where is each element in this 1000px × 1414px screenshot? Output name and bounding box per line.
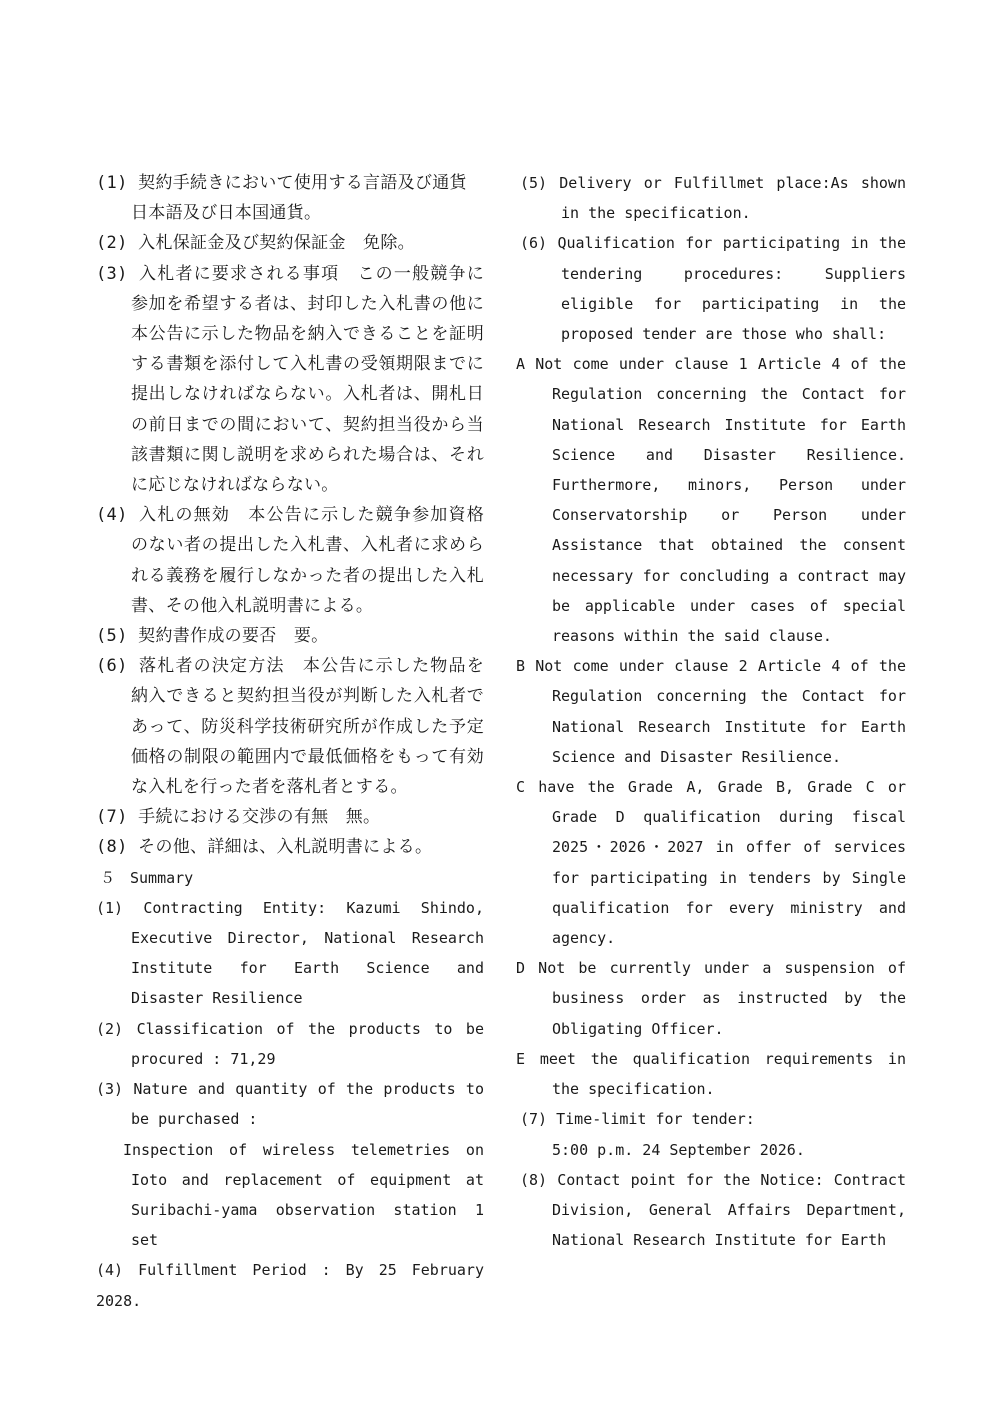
paragraph-en-4: (4) Fulfillment Period : By 25 February 2028. [96, 1261, 484, 1310]
paragraph-jp-8: (8) その他、詳細は、入札説明書による。 [96, 837, 433, 858]
paragraph-jp-1-body: 日本語及び日本国通貨。 [131, 203, 322, 224]
summary-heading: ５ Summary [100, 868, 194, 887]
paragraph-en-7-value: 5:00 p.m. 24 September 2026. [552, 1140, 805, 1159]
paragraph-en-6: (6) Qualification for participating in the tendering procedures: Suppliers eligible for participating in the proposed tender are those who shall: [520, 234, 906, 344]
right-column [516, 168, 906, 1255]
paragraph-jp-6: (6) 落札者の決定方法 本公告に示した物品を納入できると契約担当役が判断した入札者であって、防災科学技術研究所が作成した予定価格の制限の範囲内で最低価格をもって有効な入札を行った者を落札者とする。 [96, 656, 484, 798]
paragraph-en-7: (7) Time-limit for tender: [520, 1110, 755, 1129]
paragraph-en-3-item: Inspection of wireless telemetries on Ioto and replacement of equipment at Suribachi-yama observation station 1 set [123, 1140, 484, 1250]
paragraph-en-2: (2) Classification of the products to be procured : 71,29 [96, 1019, 484, 1068]
qualification-item-c: C have the Grade A, Grade B, Grade C or Grade D qualification during fiscal 2025・2026・2027 in offer of services for participating in tenders by Single qualification for every ministry and agency. [516, 778, 906, 948]
qualification-item-a: A Not come under clause 1 Article 4 of the Regulation concerning the Contact for National Research Institute for Earth Science and Disaster Resilience. Furthermore, minors, Person under Conservatorship or Person under Assistance that obtained the consent necessary for concluding a contract may be applicable under cases of special reasons within the said clause. [516, 355, 906, 646]
paragraph-jp-7: (7) 手続における交渉の有無 無。 [96, 807, 381, 828]
paragraph-en-3: (3) Nature and quantity of the products to be purchased : [96, 1080, 484, 1129]
paragraph-en-8: (8) Contact point for the Notice: Contract Division, General Affairs Department, National Research Institute for Earth [520, 1170, 906, 1250]
paragraph-jp-4: (4) 入札の無効 本公告に示した競争参加資格のない者の提出した入札書、入札者に求められる義務を履行しなかった者の提出した入札書、その他入札説明書による。 [96, 505, 484, 616]
paragraph-en-5: (5) Delivery or Fulfillmet place:As shown in the specification. [520, 174, 906, 223]
paragraph-jp-2: (2) 入札保証金及び契約保証金 免除。 [96, 233, 415, 254]
left-column [96, 168, 484, 1316]
paragraph-jp-5: (5) 契約書作成の要否 要。 [96, 626, 329, 647]
qualification-item-b: B Not come under clause 2 Article 4 of the Regulation concerning the Contact for National Research Institute for Earth Science and Disaster Resilience. [516, 657, 906, 766]
paragraph-jp-3: (3) 入札者に要求される事項 この一般競争に参加を希望する者は、封印した入札書の他に本公告に示した物品を納入できることを証明する書類を添付して入札書の受領期限までに提出しなければならない。入札者は、開札日の前日までの間において、契約担当役から当該書類に関し説明を求められた場合は、それに応じなければならない。 [96, 263, 484, 496]
qualification-item-d: D Not be currently under a suspension of business order as instructed by the Obligating Officer. [516, 959, 906, 1038]
qualification-item-e: E meet the qualification requirements in the specification. [516, 1049, 906, 1099]
paragraph-jp-1-heading: (1) 契約手続きにおいて使用する言語及び通貨 [96, 173, 467, 193]
paragraph-en-1: (1) Contracting Entity: Kazumi Shindo, Executive Director, National Research Institute for Earth Science and Disaster Resilience [96, 898, 484, 1008]
